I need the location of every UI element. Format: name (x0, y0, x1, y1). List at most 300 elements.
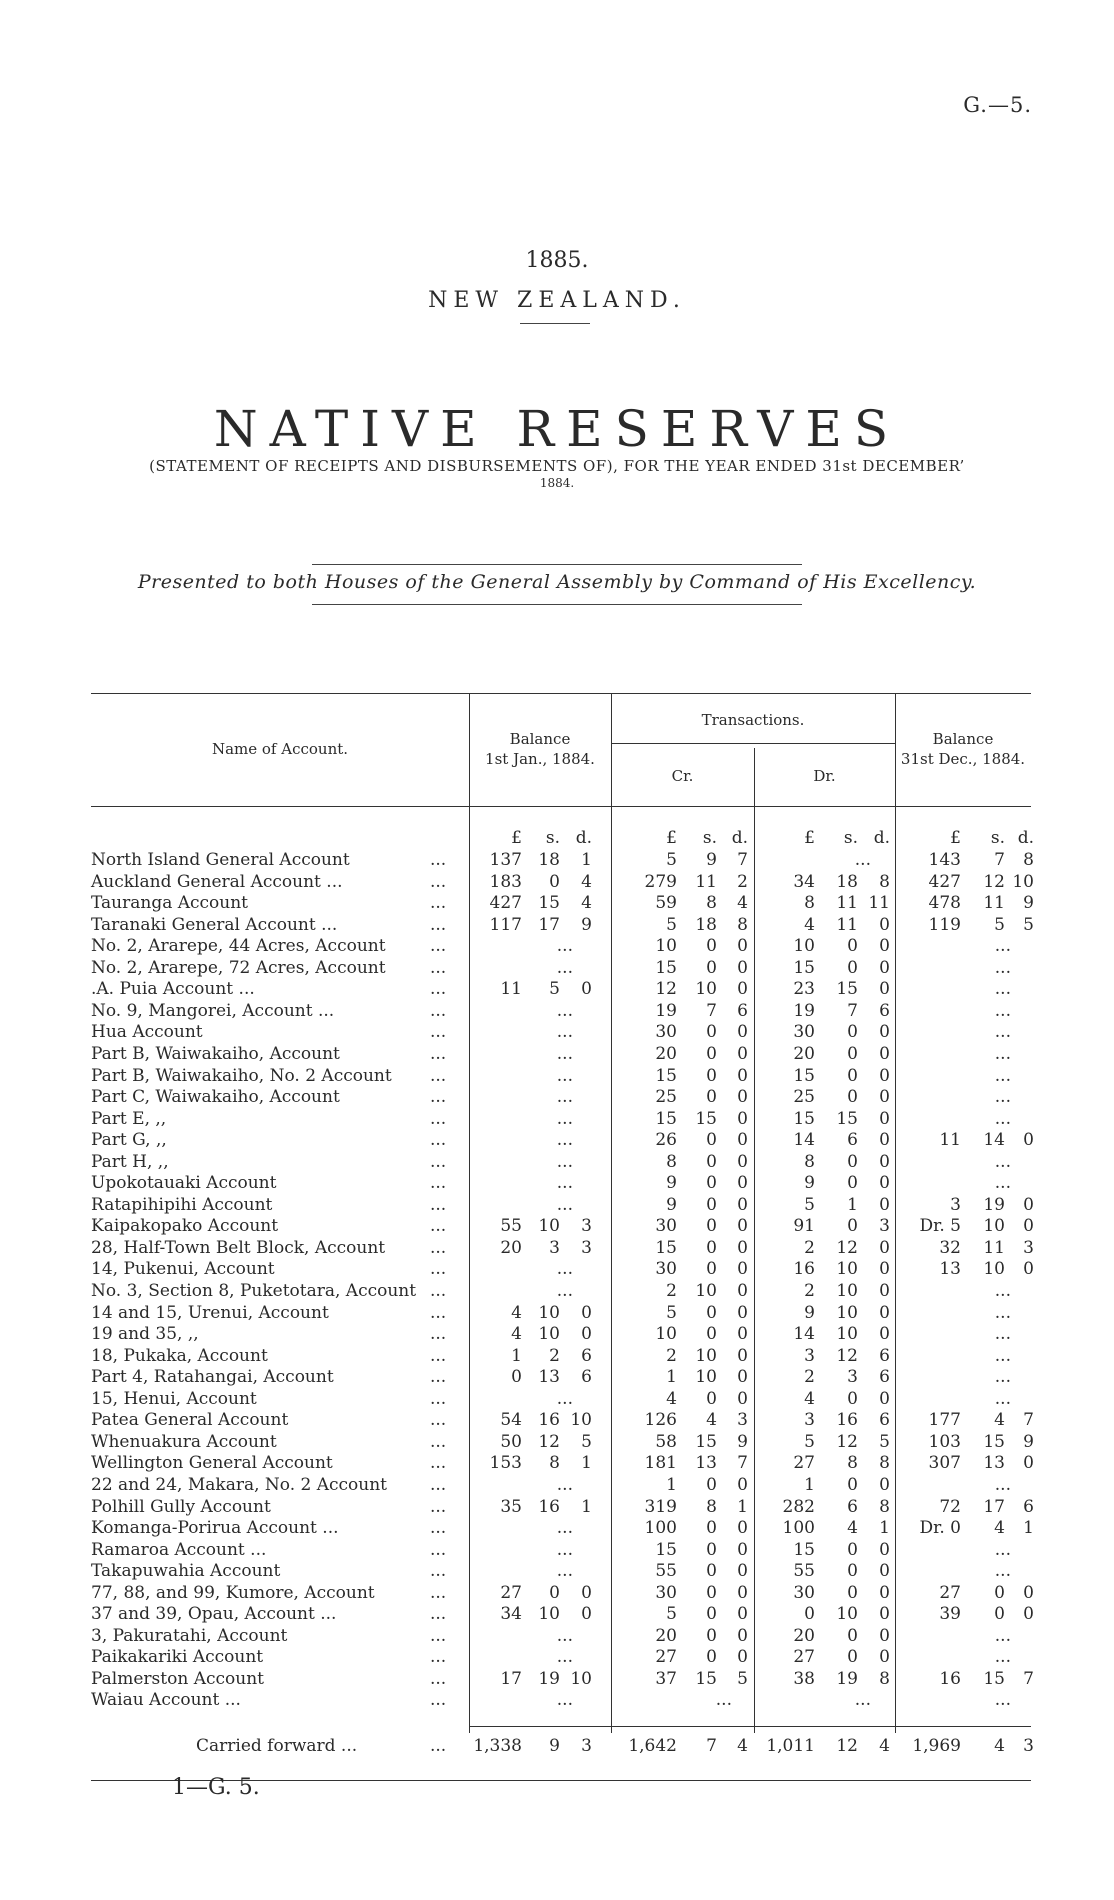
dr-pounds: 15 (793, 1066, 815, 1086)
document-code: G.—5. (963, 93, 1032, 117)
bs-pounds: 50 (500, 1432, 522, 1452)
dr-pounds: 2 (804, 1367, 815, 1387)
dr-pounds: 20 (793, 1626, 815, 1646)
table-row (0, 1647, 1114, 1669)
country-heading: NEW ZEALAND. (428, 288, 686, 313)
be-pounds: 13 (939, 1259, 961, 1279)
dr-pounds: 3 (804, 1346, 815, 1366)
be-pounds: 143 (928, 850, 961, 870)
cr-pounds: 30 (655, 1583, 677, 1603)
be-pence: 0 (1023, 1604, 1034, 1624)
account-name: Takapuwahia Account (91, 1561, 281, 1581)
cr-pounds: 10 (655, 1324, 677, 1344)
cr-pounds: 126 (644, 1410, 677, 1430)
dr-shillings: 0 (847, 936, 858, 956)
cr-pence: 0 (737, 1389, 748, 1409)
header-balance-start-1: Balance (509, 730, 571, 748)
table-row (0, 915, 1114, 937)
bs-empty: ... (556, 1281, 573, 1301)
cr-pence: 0 (737, 1216, 748, 1236)
be-pence: 0 (1023, 1583, 1034, 1603)
dr-pence: 6 (879, 1001, 890, 1021)
dr-pounds: 25 (793, 1087, 815, 1107)
be-shillings: 4 (994, 1736, 1005, 1756)
cr-pounds: 58 (655, 1432, 677, 1452)
be-pence: 7 (1023, 1410, 1034, 1430)
be-empty: ... (994, 1647, 1011, 1667)
dr-shillings: 6 (847, 1130, 858, 1150)
table-row (0, 1303, 1114, 1325)
cr-shillings: 18 (695, 915, 717, 935)
dr-shillings: 0 (847, 1583, 858, 1603)
account-name: 14 and 15, Urenui, Account (91, 1303, 329, 1323)
be-empty: ... (994, 1044, 1011, 1064)
bs-pounds: 17 (500, 1669, 522, 1689)
dr-pence: 0 (879, 1238, 890, 1258)
dr-pounds: 9 (804, 1173, 815, 1193)
dr-empty: ... (854, 850, 871, 870)
cr-pounds: 30 (655, 1259, 677, 1279)
bs-shillings: 15 (538, 893, 560, 913)
bs-shillings: 0 (549, 1583, 560, 1603)
dr-pence: 0 (879, 1583, 890, 1603)
dr-shillings: 0 (847, 1044, 858, 1064)
cr-pounds: 30 (655, 1022, 677, 1042)
dr-pence: 0 (879, 1303, 890, 1323)
dr-shillings: 7 (847, 1001, 858, 1021)
be-pence: 10 (1012, 872, 1034, 892)
bs-empty: ... (556, 1152, 573, 1172)
bs-pounds: 54 (500, 1410, 522, 1430)
table-row (0, 1518, 1114, 1540)
dr-pounds: 2 (804, 1281, 815, 1301)
account-name: No. 2, Ararepe, 72 Acres, Account (91, 958, 386, 978)
leader-dots: ... (430, 1087, 447, 1107)
dr-pounds: 0 (804, 1604, 815, 1624)
leader-dots: ... (430, 1001, 447, 1021)
dr-shillings: 19 (836, 1669, 858, 1689)
cr-pounds: 15 (655, 1540, 677, 1560)
cr-pounds: 15 (655, 958, 677, 978)
be-pounds: 39 (939, 1604, 961, 1624)
header-balance-start-2: 1st Jan., 1884. (485, 750, 595, 768)
table-row (0, 1022, 1114, 1044)
dr-shillings: 0 (847, 1066, 858, 1086)
dr-shillings: 11 (836, 915, 858, 935)
be-pence: 7 (1023, 1669, 1034, 1689)
table-row (0, 1281, 1114, 1303)
dr-shillings: 12 (836, 1432, 858, 1452)
leader-dots: ... (430, 1669, 447, 1689)
dr-pounds: 282 (782, 1497, 815, 1517)
be-pounds: 478 (928, 893, 961, 913)
header-balance-end-2: 31st Dec., 1884. (900, 750, 1026, 768)
be-pence: 0 (1023, 1453, 1034, 1473)
leader-dots: ... (430, 1303, 447, 1323)
dr-pounds: 15 (793, 958, 815, 978)
dr-pounds: 27 (793, 1647, 815, 1667)
leader-dots: ... (430, 1152, 447, 1172)
dr-shillings: 12 (836, 1346, 858, 1366)
bs-pounds: 4 (511, 1303, 522, 1323)
cr-shillings: 0 (706, 1324, 717, 1344)
dr-pence: 0 (879, 1604, 890, 1624)
bs-shillings: 10 (538, 1604, 560, 1624)
dr-pence: 6 (879, 1367, 890, 1387)
dr-pounds: 55 (793, 1561, 815, 1581)
cr-pence: 2 (737, 872, 748, 892)
cr-pence: 0 (737, 1647, 748, 1667)
unit-pence: d. (873, 828, 890, 848)
publication-year: 1885. (525, 248, 589, 273)
unit-shillings: s. (702, 828, 717, 848)
be-pounds: 16 (939, 1669, 961, 1689)
bs-pounds: 137 (489, 850, 522, 870)
leader-dots: ... (430, 1044, 447, 1064)
cr-pounds: 181 (644, 1453, 677, 1473)
be-shillings: 13 (983, 1453, 1005, 1473)
dr-shillings: 0 (847, 1475, 858, 1495)
header-bottom-rule (91, 806, 1031, 807)
cr-pounds: 15 (655, 1066, 677, 1086)
account-name: Taranaki General Account ... (91, 915, 338, 935)
account-name: Whenuakura Account (91, 1432, 277, 1452)
table-row (0, 1432, 1114, 1454)
dr-pounds: 9 (804, 1303, 815, 1323)
dr-pence: 0 (879, 1044, 890, 1064)
cr-pence: 0 (737, 1281, 748, 1301)
account-name: Ratapihipihi Account (91, 1195, 273, 1215)
bs-pence: 10 (570, 1410, 592, 1430)
bs-pence: 0 (581, 1583, 592, 1603)
table-row (0, 1173, 1114, 1195)
dr-shillings: 0 (847, 1540, 858, 1560)
dr-pence: 0 (879, 1109, 890, 1129)
account-name: Paikakariki Account (91, 1647, 264, 1667)
be-shillings: 10 (983, 1259, 1005, 1279)
cr-shillings: 0 (706, 1475, 717, 1495)
table-row (0, 1669, 1114, 1691)
bs-shillings: 0 (549, 872, 560, 892)
dr-pence: 0 (879, 1259, 890, 1279)
leader-dots: ... (430, 1583, 447, 1603)
be-pounds: 72 (939, 1497, 961, 1517)
leader-dots: ... (430, 1453, 447, 1473)
be-shillings: 15 (983, 1432, 1005, 1452)
be-shillings: 4 (994, 1410, 1005, 1430)
header-cr: Cr. (671, 767, 694, 785)
be-shillings: 15 (983, 1669, 1005, 1689)
dr-shillings: 1 (847, 1195, 858, 1215)
leader-dots: ... (430, 893, 447, 913)
table-row (0, 1109, 1114, 1131)
cr-pounds: 2 (666, 1281, 677, 1301)
bs-shillings: 10 (538, 1216, 560, 1236)
account-name: 77, 88, and 99, Kumore, Account (91, 1583, 375, 1603)
account-name: Polhill Gully Account (91, 1497, 271, 1517)
be-empty: ... (994, 1173, 1011, 1193)
unit-shillings: s. (990, 828, 1005, 848)
bs-pounds: 153 (489, 1453, 522, 1473)
bs-empty: ... (556, 1389, 573, 1409)
dr-pounds: 8 (804, 893, 815, 913)
be-empty: ... (994, 1152, 1011, 1172)
be-pounds: 177 (928, 1410, 961, 1430)
account-name: .A. Puia Account ... (91, 979, 255, 999)
be-empty: ... (994, 1303, 1011, 1323)
bs-pounds: 11 (500, 979, 522, 999)
dr-pence: 0 (879, 1626, 890, 1646)
dr-shillings: 10 (836, 1281, 858, 1301)
cr-pence: 0 (737, 1259, 748, 1279)
leader-dots: ... (430, 1324, 447, 1344)
be-empty: ... (994, 1389, 1011, 1409)
leader-dots: ... (430, 1367, 447, 1387)
unit-pounds: £ (804, 828, 815, 848)
leader-dots: ... (430, 1022, 447, 1042)
cr-pence: 0 (737, 1626, 748, 1646)
bs-empty: ... (556, 1087, 573, 1107)
cr-pounds: 1 (666, 1475, 677, 1495)
table-row (0, 1066, 1114, 1088)
table-row (0, 1367, 1114, 1389)
cr-pounds: 1 (666, 1367, 677, 1387)
cr-pence: 0 (737, 1604, 748, 1624)
bs-shillings: 10 (538, 1324, 560, 1344)
cr-pence: 4 (737, 893, 748, 913)
table-top-rule (91, 693, 1031, 694)
cr-shillings: 0 (706, 1561, 717, 1581)
bs-pounds: 117 (489, 915, 522, 935)
leader-dots: ... (430, 1604, 447, 1624)
dr-pounds: 3 (804, 1410, 815, 1430)
bs-pence: 4 (581, 872, 592, 892)
leader-dots: ... (430, 1497, 447, 1517)
cr-pence: 6 (737, 1001, 748, 1021)
cr-shillings: 0 (706, 1152, 717, 1172)
bs-pence: 0 (581, 1303, 592, 1323)
bs-empty: ... (556, 1109, 573, 1129)
leader-dots: ... (430, 1690, 447, 1710)
dr-shillings: 10 (836, 1259, 858, 1279)
be-empty: ... (994, 1109, 1011, 1129)
account-name: 3, Pakuratahi, Account (91, 1626, 288, 1646)
account-name: Hua Account (91, 1022, 203, 1042)
be-pence: 0 (1023, 1216, 1034, 1236)
dr-pounds: 15 (793, 1540, 815, 1560)
bs-shillings: 5 (549, 979, 560, 999)
cr-pence: 0 (737, 1561, 748, 1581)
be-pence: 8 (1023, 850, 1034, 870)
be-shillings: 7 (994, 850, 1005, 870)
table-row (0, 958, 1114, 980)
dr-shillings: 10 (836, 1324, 858, 1344)
account-name: Tauranga Account (91, 893, 249, 913)
account-name: Part H, ,, (91, 1152, 169, 1172)
leader-dots: ... (430, 1540, 447, 1560)
be-empty: ... (994, 1087, 1011, 1107)
cr-pounds: 15 (655, 1238, 677, 1258)
bs-empty: ... (556, 936, 573, 956)
cr-pounds: 100 (644, 1518, 677, 1538)
bs-pounds: 20 (500, 1238, 522, 1258)
cr-shillings: 9 (706, 850, 717, 870)
table-row (0, 1583, 1114, 1605)
table-row (0, 936, 1114, 958)
leader-dots: ... (430, 1346, 447, 1366)
cr-pence: 0 (737, 936, 748, 956)
be-empty: ... (994, 1022, 1011, 1042)
account-name: 14, Pukenui, Account (91, 1259, 275, 1279)
dr-shillings: 0 (847, 1087, 858, 1107)
account-name: 19 and 35, ,, (91, 1324, 199, 1344)
cr-shillings: 0 (706, 1216, 717, 1236)
cr-pence: 0 (737, 1238, 748, 1258)
cr-shillings: 0 (706, 1044, 717, 1064)
bs-shillings: 8 (549, 1453, 560, 1473)
cr-pence: 7 (737, 850, 748, 870)
bs-pounds: 55 (500, 1216, 522, 1236)
dr-pence: 0 (879, 1561, 890, 1581)
leader-dots: ... (430, 1173, 447, 1193)
table-row (0, 1152, 1114, 1174)
leader-dots: ... (430, 1066, 447, 1086)
table-row (0, 1690, 1114, 1712)
table-row (0, 1453, 1114, 1475)
be-pounds: 103 (928, 1432, 961, 1452)
account-name: No. 2, Ararepe, 44 Acres, Account (91, 936, 386, 956)
cr-shillings: 0 (706, 1087, 717, 1107)
cr-pence: 0 (737, 1130, 748, 1150)
bs-pence: 0 (581, 979, 592, 999)
bs-shillings: 2 (549, 1346, 560, 1366)
unit-label-row (0, 828, 1114, 850)
header-balance-end-1: Balance (932, 730, 994, 748)
account-name: Part B, Waiwakaiho, Account (91, 1044, 340, 1064)
be-shillings: 14 (983, 1130, 1005, 1150)
dr-shillings: 6 (847, 1497, 858, 1517)
dr-shillings: 12 (836, 1238, 858, 1258)
header-transactions: Transactions. (701, 711, 805, 729)
dr-pence: 0 (879, 1195, 890, 1215)
dr-pence: 11 (868, 893, 890, 913)
account-name: Part G, ,, (91, 1130, 167, 1150)
be-shillings: 0 (994, 1583, 1005, 1603)
cr-shillings: 4 (706, 1410, 717, 1430)
leader-dots: ... (430, 1281, 447, 1301)
account-name: Wellington General Account (91, 1453, 333, 1473)
dr-pence: 0 (879, 915, 890, 935)
dr-pounds: 1 (804, 1475, 815, 1495)
cr-pence: 0 (737, 1173, 748, 1193)
be-shillings: 5 (994, 915, 1005, 935)
be-pounds: 32 (939, 1238, 961, 1258)
cr-shillings: 0 (706, 1173, 717, 1193)
dr-shillings: 11 (836, 893, 858, 913)
be-empty: ... (994, 1626, 1011, 1646)
cr-pounds: 20 (655, 1626, 677, 1646)
unit-pence: d. (731, 828, 748, 848)
dr-pence: 0 (879, 1389, 890, 1409)
table-row (0, 1044, 1114, 1066)
cr-pounds: 9 (666, 1195, 677, 1215)
be-empty: ... (994, 1001, 1011, 1021)
be-empty: ... (994, 1281, 1011, 1301)
cr-pounds: 15 (655, 1109, 677, 1129)
dr-pounds: 20 (793, 1044, 815, 1064)
be-pounds: Dr. 5 (919, 1216, 961, 1236)
cr-pence: 0 (737, 1303, 748, 1323)
cr-shillings: 13 (695, 1453, 717, 1473)
bs-empty: ... (556, 1540, 573, 1560)
cr-pounds: 5 (666, 1303, 677, 1323)
dr-pence: 0 (879, 1281, 890, 1301)
be-empty: ... (994, 1475, 1011, 1495)
be-shillings: 10 (983, 1216, 1005, 1236)
table-row (0, 872, 1114, 894)
dr-pence: 8 (879, 872, 890, 892)
dr-pence: 0 (879, 1087, 890, 1107)
dr-pence: 4 (879, 1736, 890, 1756)
rule-below-presented (312, 604, 802, 605)
cr-pence: 8 (737, 915, 748, 935)
dr-shillings: 10 (836, 1604, 858, 1624)
dr-pence: 0 (879, 1324, 890, 1344)
cr-shillings: 0 (706, 936, 717, 956)
cr-shillings: 15 (695, 1432, 717, 1452)
cr-pence: 9 (737, 1432, 748, 1452)
bs-pence: 3 (581, 1216, 592, 1236)
bs-shillings: 12 (538, 1432, 560, 1452)
dr-pounds: 10 (793, 936, 815, 956)
dr-pence: 3 (879, 1216, 890, 1236)
table-row (0, 1130, 1114, 1152)
dr-shillings: 12 (836, 1736, 858, 1756)
account-name: Part C, Waiwakaiho, Account (91, 1087, 340, 1107)
dr-pounds: 5 (804, 1195, 815, 1215)
dr-pounds: 16 (793, 1259, 815, 1279)
account-name: Patea General Account (91, 1410, 289, 1430)
leader-dots: ... (430, 872, 447, 892)
cr-pence: 0 (737, 1346, 748, 1366)
cr-pence: 0 (737, 979, 748, 999)
cr-pounds: 12 (655, 979, 677, 999)
cr-pence: 0 (737, 1066, 748, 1086)
cr-pounds: 9 (666, 1173, 677, 1193)
bs-shillings: 19 (538, 1669, 560, 1689)
header-dr: Dr. (813, 767, 836, 785)
table-row (0, 1410, 1114, 1432)
unit-pence: d. (1017, 828, 1034, 848)
dr-pence: 1 (879, 1518, 890, 1538)
be-empty: ... (994, 1324, 1011, 1344)
cr-shillings: 0 (706, 1604, 717, 1624)
be-pence: 6 (1023, 1497, 1034, 1517)
leader-dots: ... (430, 979, 447, 999)
be-empty: ... (994, 1066, 1011, 1086)
dr-pounds: 30 (793, 1022, 815, 1042)
be-pence: 5 (1023, 915, 1034, 935)
bs-shillings: 9 (549, 1736, 560, 1756)
leader-dots: ... (430, 1736, 447, 1756)
be-pence: 0 (1023, 1195, 1034, 1215)
dr-pounds: 34 (793, 872, 815, 892)
account-name: Carried forward ... (196, 1736, 358, 1756)
cr-pounds: 5 (666, 850, 677, 870)
leader-dots: ... (430, 1475, 447, 1495)
unit-shillings: s. (843, 828, 858, 848)
leader-dots: ... (430, 1518, 447, 1538)
